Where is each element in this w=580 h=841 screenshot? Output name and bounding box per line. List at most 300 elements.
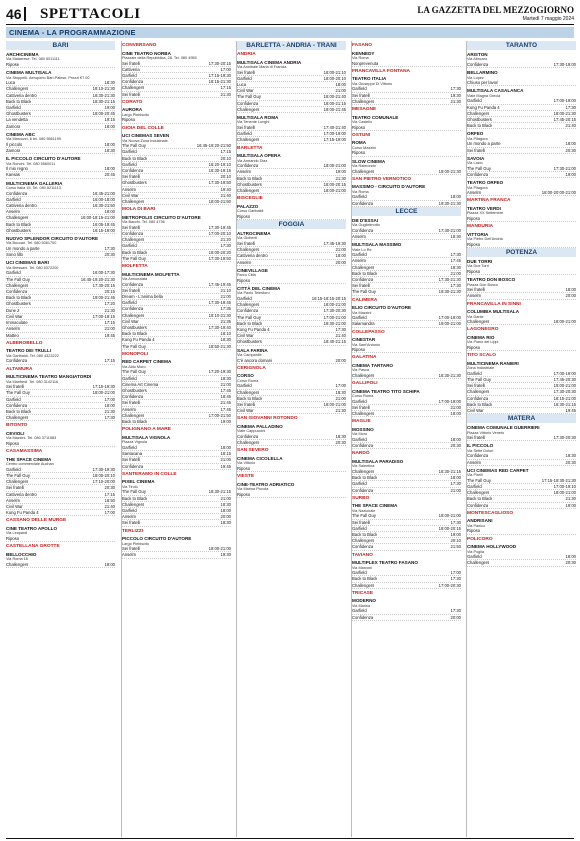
cinema-info: Via Paolo Telesforo bbox=[237, 291, 270, 296]
film-title: Back to Black bbox=[352, 475, 378, 481]
showtimes: 20:30 bbox=[104, 252, 115, 258]
film-title: Ghostbusters bbox=[122, 388, 147, 394]
showtimes: 21:20 bbox=[220, 237, 231, 243]
showtimes: 19:00-21:30 bbox=[438, 168, 461, 174]
showtimes: 19:45 bbox=[220, 463, 231, 469]
cinema-name: MODERNO bbox=[352, 598, 376, 604]
city-name: MESAGNE bbox=[352, 107, 377, 112]
film-title: Garfield bbox=[237, 131, 252, 137]
city-name: SAN PIETRO VERNOTICO bbox=[352, 176, 412, 182]
city-name: TRICASE bbox=[352, 590, 374, 596]
cinema-name: TEATRO DON BOSCO bbox=[467, 277, 516, 283]
showtimes: 18:00-20:00-21:00 bbox=[541, 190, 576, 196]
film-title: Back to Black bbox=[6, 98, 32, 104]
film-title: Challengers bbox=[237, 440, 260, 446]
showtimes: 18:30-21:30 bbox=[92, 92, 115, 98]
film-title: Challengers bbox=[122, 85, 145, 91]
showtimes: 20:30 bbox=[104, 485, 115, 491]
page-header bbox=[0, 4, 580, 26]
cinema-name: CINEMA TEATRO TITO SCHIPA bbox=[352, 388, 420, 394]
film-title: Garfield bbox=[237, 75, 252, 81]
film-title: Confidenza bbox=[352, 614, 374, 620]
cinema-info: Via Bressani. Tel. 080 5372200 bbox=[6, 265, 59, 270]
cinema-name: MASSIMO - CIRCUITO D'AUTORE bbox=[352, 184, 426, 190]
cinema-name: CINE TEATRO APOLLO bbox=[6, 525, 58, 531]
showtimes: 17:45-19:45 bbox=[208, 281, 231, 287]
showtimes: 21:30 bbox=[450, 98, 461, 104]
cinema-info: Via Dante bbox=[467, 314, 484, 319]
cinema-info: Centro commerciale Auchan bbox=[6, 462, 54, 467]
cinema-info: Via Mazzini bbox=[352, 310, 372, 315]
cinema-info: Via Marina bbox=[352, 603, 371, 608]
film-title: Anselm bbox=[352, 234, 366, 239]
cinema-name: CINEMA COMUNALE GUERRIERI bbox=[467, 425, 540, 431]
film-title: Confidenza bbox=[122, 463, 144, 469]
showtimes: 18:30 bbox=[220, 337, 231, 343]
film-row bbox=[237, 188, 346, 194]
city-name: MAGLIE bbox=[352, 419, 371, 425]
film-title: Sono lillo bbox=[6, 252, 23, 258]
showtimes: 21:00 bbox=[335, 88, 346, 94]
film-title: Challengers bbox=[237, 188, 260, 194]
masthead-title: LA GAZZETTA DEL MEZZOGIORNO bbox=[417, 5, 574, 15]
film-title: Challengers bbox=[237, 137, 260, 143]
film-title: Confidenza bbox=[352, 487, 374, 493]
cinema-info: Via Pitagora bbox=[467, 136, 488, 141]
cinema-name: CINEVILLAGE bbox=[237, 267, 268, 273]
film-title: Riposo bbox=[237, 491, 251, 497]
film-title: Confidenza bbox=[122, 168, 144, 174]
cinema-info: Largo Plebiscito bbox=[122, 112, 150, 117]
showtimes: 16:20-19:10 bbox=[208, 161, 231, 167]
film-title: Back to Black bbox=[237, 320, 263, 326]
film-title: Riposo bbox=[467, 269, 481, 275]
cinema-info: Via Due Torri bbox=[467, 264, 489, 269]
city-name: NARDÒ bbox=[352, 451, 370, 457]
showtimes: 17:30 bbox=[335, 327, 346, 333]
cinema-info: Via Giuseppe Di Vittorio bbox=[352, 81, 393, 86]
cinema-name: KENNEDY bbox=[352, 50, 375, 56]
showtimes: 17:15 bbox=[220, 85, 231, 91]
film-row bbox=[6, 562, 115, 568]
showtimes: 19:00 bbox=[565, 502, 576, 508]
listing-column bbox=[6, 41, 115, 837]
film-title: Sei fratelli bbox=[122, 60, 141, 66]
film-row bbox=[467, 123, 576, 129]
film-title: Confidenza bbox=[122, 394, 144, 400]
showtimes: 21:45 bbox=[220, 400, 231, 406]
city-name: MOLA DI BARI bbox=[122, 207, 156, 213]
showtimes: 19:30-21:30 bbox=[438, 200, 461, 206]
cinema-name: CORSO bbox=[237, 373, 254, 379]
film-row bbox=[237, 440, 346, 446]
film-title: Confidenza bbox=[122, 306, 144, 312]
showtimes: 17:00-20:30 bbox=[438, 582, 461, 588]
listing-column bbox=[121, 41, 231, 837]
showtimes: 19:00-21:45 bbox=[92, 295, 115, 301]
showtimes: 17:15 bbox=[220, 149, 231, 155]
listing-column bbox=[236, 41, 346, 837]
film-row bbox=[467, 148, 576, 154]
film-title: Civil War bbox=[237, 88, 254, 94]
showtimes: 17:00-19:15 bbox=[92, 313, 115, 319]
cinema-name: BELLARMINO bbox=[467, 70, 498, 76]
cinema-info: Corso Garibaldi bbox=[237, 209, 264, 214]
cinema-info: Via Gioberti bbox=[237, 236, 257, 241]
film-title: Riposo bbox=[467, 345, 481, 351]
film-title: Garfield bbox=[352, 252, 367, 258]
city-name: OSTUNI bbox=[352, 132, 371, 138]
film-title: Civil War bbox=[237, 333, 254, 339]
film-title: Sei fratelli bbox=[122, 91, 141, 97]
divider-bar bbox=[24, 7, 26, 21]
film-title: Riposo bbox=[237, 466, 251, 472]
film-title: The Fall Guy bbox=[6, 390, 30, 396]
city-name: BISCEGLIE bbox=[237, 196, 263, 202]
showtimes: 16:30-21:50 bbox=[92, 203, 115, 209]
film-title: Anselm bbox=[6, 209, 20, 215]
showtimes: 18:00-20:10 bbox=[92, 472, 115, 478]
showtimes: 16:00-18:00 bbox=[92, 196, 115, 202]
showtimes: 20:00 bbox=[335, 357, 346, 363]
film-row bbox=[122, 419, 231, 425]
film-title: Back to Black bbox=[122, 155, 148, 161]
film-row bbox=[352, 150, 461, 156]
film-title: Anselm bbox=[237, 169, 251, 175]
page-number: 46 bbox=[6, 6, 28, 22]
cinema-info: Via Salentina bbox=[352, 464, 375, 469]
film-title: Ghostbusters bbox=[122, 180, 147, 186]
film-title: Challengers bbox=[237, 302, 260, 308]
film-title: Garfield bbox=[467, 370, 482, 376]
showtimes: 17:35 bbox=[220, 306, 231, 312]
region-header: MATERA bbox=[467, 414, 576, 423]
showtimes: 21:40 bbox=[565, 123, 576, 129]
showtimes: 17:30-21:00 bbox=[553, 165, 576, 171]
cinema-info: Via Ronchi. Tel. 080 5560011 bbox=[6, 161, 56, 166]
showtimes: 17:15-19:30-21:30 bbox=[541, 477, 576, 483]
cinema-name: CINE-TEATRO ADRIATICO bbox=[237, 481, 295, 487]
cinema-name: UCI CINEMAS RED CARPET bbox=[467, 467, 529, 473]
film-title: Matteo bbox=[6, 332, 19, 338]
film-title: Cattiveria dentro bbox=[6, 203, 37, 209]
film-title: Challengers bbox=[237, 106, 260, 112]
film-title: Confidenza bbox=[6, 289, 28, 295]
showtimes: 16:45-19:20-21:50 bbox=[196, 143, 231, 149]
cinema-info: Via Lopez bbox=[467, 75, 484, 80]
showtimes: 16:00-17:30 bbox=[92, 270, 115, 276]
film-title: Il piccolo bbox=[6, 141, 23, 147]
film-title: Garfield bbox=[352, 194, 367, 200]
showtimes: 17:45 bbox=[220, 388, 231, 394]
showtimes: 21:40 bbox=[220, 192, 231, 198]
cinema-name: ANDRISANI bbox=[467, 518, 493, 524]
cinema-name: MULTICINEMA GALLERIA bbox=[6, 180, 63, 186]
film-title: Civil War bbox=[6, 313, 23, 319]
film-title: Riposo bbox=[6, 440, 20, 446]
showtimes: 17:30 bbox=[450, 252, 461, 258]
showtimes: 21:00 bbox=[335, 247, 346, 253]
film-title: Riposo bbox=[467, 216, 481, 222]
film-title: Garfield bbox=[6, 270, 21, 276]
city-name: MONTESCAGLIOSO bbox=[467, 510, 514, 516]
film-row bbox=[6, 510, 115, 516]
showtimes: 18:00 bbox=[104, 402, 115, 408]
film-row bbox=[6, 172, 115, 178]
showtimes: 18:15-21:00 bbox=[553, 395, 576, 401]
showtimes: 17:30 bbox=[450, 283, 461, 289]
cinema-name: CITTÀ DEL CINEMA bbox=[237, 286, 281, 292]
city-name: TITO SCALO bbox=[467, 353, 496, 359]
film-title: Confidenza bbox=[237, 434, 259, 440]
film-title: The Fall Guy bbox=[6, 276, 30, 282]
film-title: Anselm bbox=[122, 514, 136, 520]
cinema-name: MOSSINO bbox=[352, 427, 374, 433]
city-name: MARTINA FRANCA bbox=[467, 198, 511, 204]
cinema-info: Via Tirolo bbox=[122, 484, 138, 489]
film-row bbox=[352, 321, 461, 327]
film-title: Anselm bbox=[467, 190, 481, 196]
film-title: Garfield bbox=[122, 243, 137, 249]
film-title: Riposo bbox=[352, 347, 366, 353]
masthead bbox=[417, 5, 574, 22]
section-title: SPETTACOLI bbox=[40, 6, 141, 22]
cinema-info: Via Matarrese. Tel. 080 5011111 bbox=[6, 57, 60, 62]
film-title: Challengers bbox=[122, 312, 145, 318]
showtimes: 20:30 bbox=[450, 443, 461, 449]
cinema-info: Via Aldo Moro bbox=[122, 364, 146, 369]
cinema-name: ARISTON bbox=[467, 52, 488, 57]
film-title: Kung Fu Panda 4 bbox=[6, 510, 39, 516]
showtimes: 18:30 bbox=[220, 375, 231, 381]
showtimes: 18:00-21:00 bbox=[323, 302, 346, 308]
cinema-name: MULTICINEMA RANIERI bbox=[467, 360, 519, 366]
film-title: Un mondo a parte bbox=[467, 141, 501, 147]
film-title: Ghostbusters bbox=[237, 339, 262, 345]
film-title: Sei fratelli bbox=[122, 457, 141, 463]
cinema-info: Via Campanile bbox=[237, 353, 262, 358]
film-title: Civil War bbox=[6, 503, 23, 509]
showtimes: 18:30 bbox=[450, 264, 461, 270]
film-title: Garfield bbox=[352, 86, 367, 92]
city-name: SAN SEVERO bbox=[237, 448, 269, 454]
film-title: Sei fratelli bbox=[467, 147, 486, 153]
showtimes: 17:00-19:00 bbox=[553, 98, 576, 104]
city-name: GIOIA DEL COLLE bbox=[122, 125, 164, 131]
showtimes: 17:45-19:30 bbox=[323, 241, 346, 247]
film-title: Garfield bbox=[122, 149, 137, 155]
cinema-info: Largo Plebiscito bbox=[122, 541, 150, 546]
showtimes: 17:30 bbox=[450, 576, 461, 582]
film-title: Santacana bbox=[122, 451, 143, 457]
showtimes: 18:00-20:45 bbox=[92, 111, 115, 117]
showtimes: 18:15-21:30 bbox=[208, 79, 231, 85]
film-row bbox=[122, 117, 231, 123]
film-title: Back to Black bbox=[122, 495, 148, 501]
showtimes: 16:00-18:15-21:00 bbox=[80, 215, 115, 221]
film-title: Challengers bbox=[6, 282, 29, 288]
film-title: Riposo bbox=[467, 241, 481, 247]
film-row bbox=[6, 228, 115, 234]
showtimes: 18:00-21:00 bbox=[553, 319, 576, 325]
showtimes: 21:00 bbox=[220, 457, 231, 463]
film-row bbox=[6, 252, 115, 258]
showtimes: 17:00-19:00 bbox=[438, 315, 461, 321]
city-name: POLIGNANO A MARE bbox=[122, 427, 171, 433]
film-row bbox=[352, 411, 461, 417]
film-title: Cattiveria dentro bbox=[237, 253, 268, 259]
film-title: Sei fratelli bbox=[237, 402, 256, 408]
film-title: Back to Black bbox=[467, 401, 493, 407]
city-name: SANTERAMO IN COLLE bbox=[122, 471, 177, 477]
showtimes: 21:30 bbox=[335, 175, 346, 181]
showtimes: 17:00-20:10 bbox=[208, 231, 231, 237]
region-header: LECCE bbox=[352, 207, 461, 216]
film-row bbox=[122, 199, 231, 205]
film-title: Back to Black bbox=[6, 295, 32, 301]
footer-rule bbox=[6, 838, 574, 839]
city-name: MONOPOLI bbox=[122, 351, 149, 357]
showtimes: 17:00 bbox=[104, 510, 115, 516]
film-title: Ghostbusters bbox=[6, 111, 31, 117]
film-title: Civil War bbox=[237, 408, 254, 414]
city-name: FRANCAVILLA FONTANA bbox=[352, 68, 410, 74]
film-title: Cattiveria dentro bbox=[6, 491, 37, 497]
film-row bbox=[467, 190, 576, 196]
cinema-info: Via Mazzini. Tel. 080 3711583 bbox=[6, 436, 57, 441]
cinema-name: ALTROCINEMA bbox=[237, 231, 271, 237]
showtimes: 18:00-20:15 bbox=[438, 525, 461, 531]
cinema-info: Via Bacchi. Tel. 080 4736 bbox=[122, 220, 165, 225]
film-title: La vendetta bbox=[6, 117, 28, 123]
film-title: Civil War bbox=[122, 192, 139, 198]
film-title: Sei fratelli bbox=[467, 383, 486, 389]
film-title: The Fall Guy bbox=[122, 489, 146, 495]
showtimes: 17:45 bbox=[450, 258, 461, 264]
cinema-name: SAVOIA bbox=[467, 155, 485, 161]
cinema-info: Via Panico bbox=[467, 523, 486, 528]
showtimes: 18:30 bbox=[565, 453, 576, 459]
showtimes: 20:45 bbox=[104, 172, 115, 178]
showtimes: 20:00 bbox=[335, 259, 346, 265]
film-title: Challengers bbox=[6, 479, 29, 485]
cinema-info: Piazza Vittorio Veneto bbox=[467, 430, 505, 435]
showtimes: 18:00 bbox=[450, 475, 461, 481]
film-row bbox=[467, 435, 576, 441]
film-row bbox=[237, 107, 346, 113]
film-title: C'è ancora domani bbox=[237, 357, 273, 363]
showtimes: 21:00 bbox=[450, 487, 461, 493]
showtimes: 19:00 bbox=[450, 532, 461, 538]
showtimes: 18:30-21:00 bbox=[323, 320, 346, 326]
showtimes: 18:00 bbox=[450, 437, 461, 443]
city-name: FASANO bbox=[352, 43, 372, 48]
film-row bbox=[122, 92, 231, 98]
film-row bbox=[6, 148, 115, 154]
showtimes: 17:00 bbox=[220, 66, 231, 72]
showtimes: 21:10 bbox=[220, 287, 231, 293]
film-title: Sei fratelli bbox=[352, 92, 371, 98]
film-title: Garfield bbox=[467, 484, 482, 490]
showtimes: 18:30 bbox=[450, 234, 461, 239]
showtimes: 18:00-21:50 bbox=[208, 199, 231, 205]
film-title: Sei fratelli bbox=[6, 384, 25, 390]
film-title: Garfield bbox=[352, 315, 367, 321]
cinema-name: MULTISALA CASALANCA bbox=[467, 88, 524, 94]
film-title: Garfield bbox=[467, 98, 482, 104]
film-title: Riposo bbox=[237, 213, 251, 219]
cinema-info: Piazzale della Repubblica, 28. Tel. 080 4955 bbox=[122, 56, 197, 60]
city-name: FRANCAVILLA IN SINNI bbox=[467, 301, 521, 307]
showtimes: 18:00-21:00 bbox=[323, 402, 346, 408]
city-name: CASTELLANA GROTTE bbox=[6, 544, 60, 550]
cinema-name: MULTISALA ROMA bbox=[237, 115, 279, 121]
film-row bbox=[237, 137, 346, 143]
cinema-info: Via Pietro Dell'Andria bbox=[467, 237, 503, 242]
cinema-name: MULTISALA CINEMA ANDRIA bbox=[237, 59, 302, 65]
region-header: FOGGIA bbox=[237, 220, 346, 229]
film-title: Confidenza bbox=[237, 163, 259, 169]
showtimes: 17:30-19:45 bbox=[208, 224, 231, 230]
showtimes: 18:00 bbox=[565, 141, 576, 147]
city-name: POLICORO bbox=[467, 536, 493, 542]
showtimes: 18:30 bbox=[104, 148, 115, 154]
film-title: Sei fratelli bbox=[467, 287, 486, 293]
film-title: Garfield bbox=[122, 73, 137, 78]
film-title: Garfield bbox=[237, 296, 252, 302]
showtimes: 16:45-19:20-21:30 bbox=[80, 276, 115, 282]
showtimes: 18:00-21:00 bbox=[323, 163, 346, 169]
film-row bbox=[352, 125, 461, 131]
showtimes: 17:40-21:40 bbox=[323, 125, 346, 131]
showtimes: 17:30 bbox=[220, 243, 231, 249]
showtimes: 21:30 bbox=[565, 496, 576, 502]
film-title: Anselm bbox=[122, 186, 136, 192]
film-row bbox=[467, 269, 576, 275]
film-title: Challengers bbox=[122, 199, 145, 205]
film-title: Anselm bbox=[6, 326, 20, 332]
film-title: Ghostbusters bbox=[122, 325, 147, 331]
film-title: Confidenza bbox=[352, 200, 374, 206]
cinema-name: TEATRO COMUNALE bbox=[352, 114, 399, 120]
film-title: Garfield bbox=[6, 466, 21, 472]
listing-column bbox=[351, 41, 461, 837]
film-title: Confidenza bbox=[467, 395, 489, 401]
showtimes: 18:30-21:15 bbox=[208, 489, 231, 495]
film-title: Ghostbusters bbox=[467, 117, 492, 123]
film-title: The Fall Guy bbox=[467, 377, 491, 383]
film-title: Garfield bbox=[122, 507, 137, 513]
showtimes: 17:30 bbox=[450, 608, 461, 614]
city-name: ANDRIA bbox=[237, 52, 256, 57]
showtimes: 18:00 bbox=[335, 82, 346, 87]
region-header: BARLETTA - ANDRIA - TRANI bbox=[237, 41, 346, 50]
film-title: Confidenza bbox=[352, 277, 374, 283]
film-title: Garfield bbox=[352, 525, 367, 531]
city-name: COLLEPASSO bbox=[352, 329, 385, 335]
film-title: Riposo bbox=[467, 528, 481, 534]
showtimes: 21:30 bbox=[104, 408, 115, 414]
showtimes: 21:30 bbox=[335, 408, 346, 414]
city-name: TERLIZZI bbox=[122, 528, 144, 534]
showtimes: 18:00 bbox=[565, 287, 576, 293]
showtimes: 17:30-21:30 bbox=[438, 277, 461, 283]
cinema-name: CINEMA MULTISALA bbox=[6, 70, 52, 76]
film-title: Kung Fu Panda 4 bbox=[467, 104, 500, 110]
showtimes: 17:15-19:30 bbox=[92, 384, 115, 390]
showtimes: 16:15-19:00 bbox=[92, 227, 115, 233]
film-title: Garfield bbox=[122, 375, 137, 381]
